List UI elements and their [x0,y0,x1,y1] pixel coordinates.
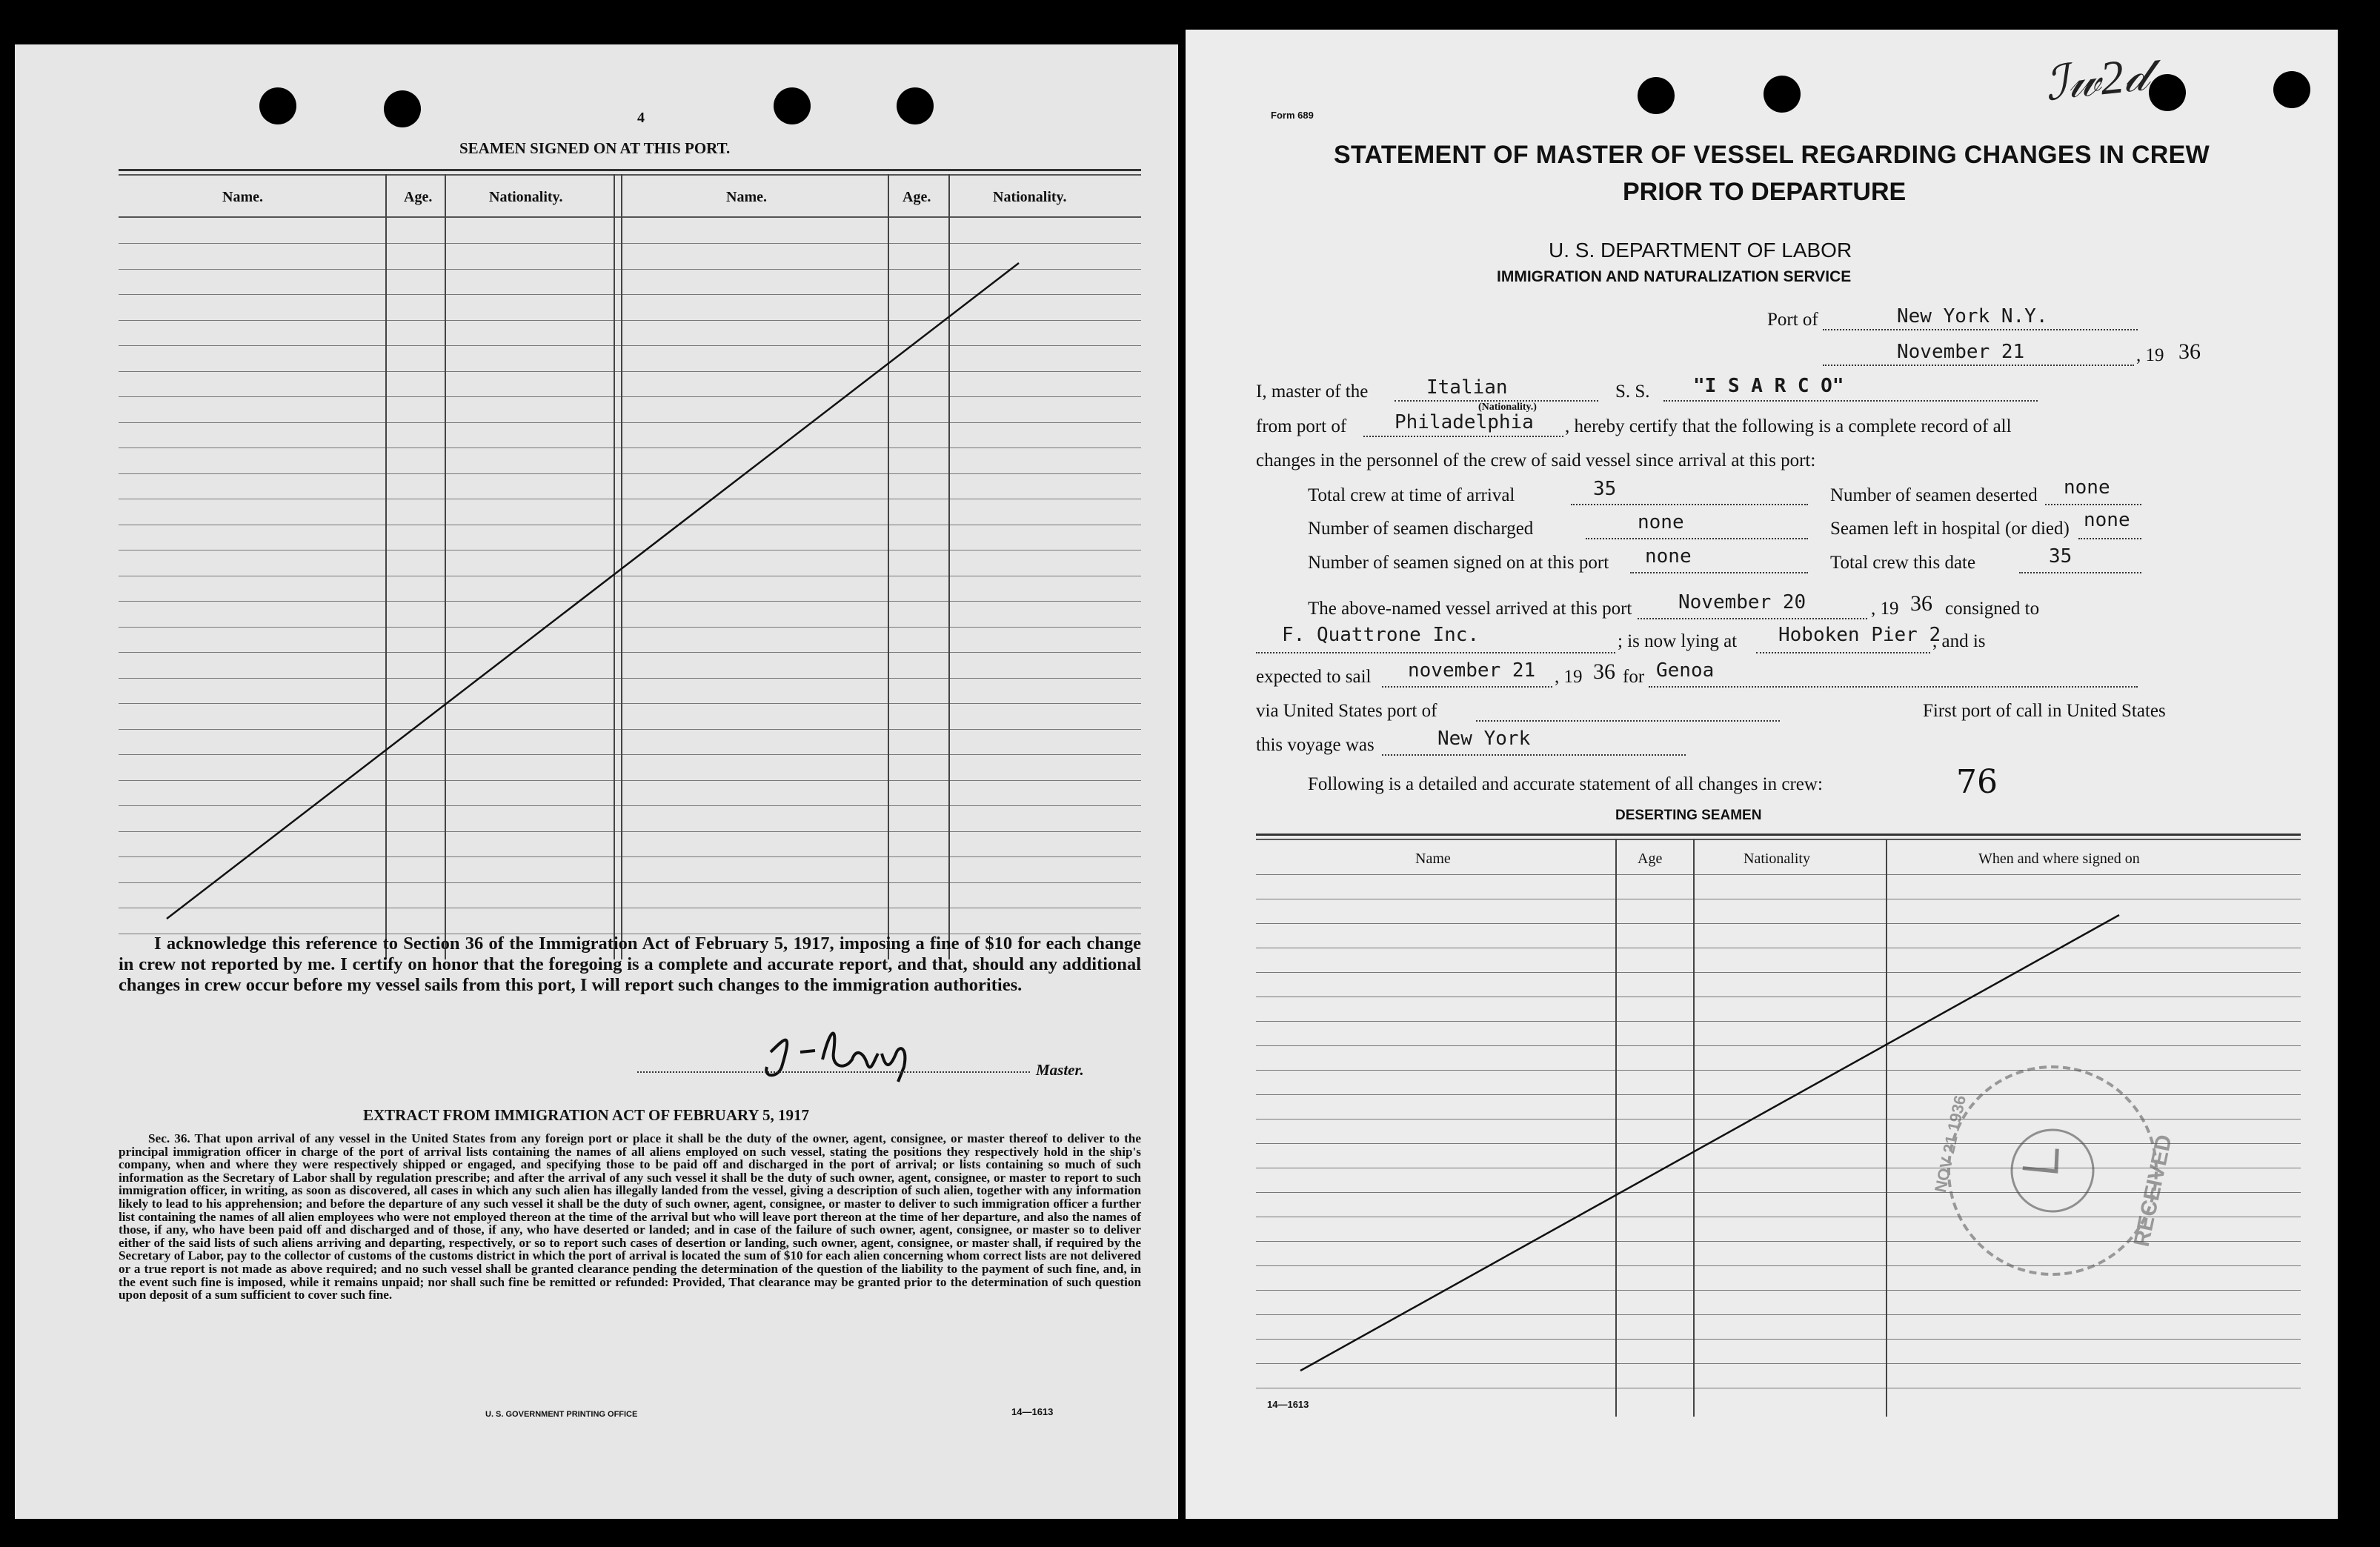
left-page [15,44,1178,1519]
vessel-value: "I S A R C O" [1693,375,1844,397]
port-value: New York N.Y. [1897,305,2048,327]
extract-title: EXTRACT FROM IMMIGRATION ACT OF FEBRUARY 5, 1917 [363,1106,810,1124]
lying-label: ; is now lying at [1618,631,1738,651]
form-title-2: PRIOR TO DEPARTURE [1623,178,1907,206]
nationality-value: Italian [1426,376,1508,399]
acknowledgement-text: I acknowledge this reference to Section 36 of the Immigration Act of February 5, 1917, imposing a fine of $10 for each change in crew not reported by me. I certify on honor that the foregoing is a complete and accurate report, and that, should any additional changes in crew occur before my vessel sails from this port, I will report such changes to the immigration authorities. [119,934,1141,995]
voyage-value: New York [1437,728,1531,750]
and-is: , and is [1932,631,1986,651]
page-number: 4 [637,110,645,126]
master-signature [741,1008,934,1089]
consignee-value: F. Quattrone Inc. [1282,624,1480,646]
discharged-value: none [1638,511,1684,533]
master-of-label: I, master of the [1256,382,1369,402]
header-name: Name. [222,189,263,205]
ss-label: S. S. [1615,382,1650,402]
deserting-header-signed: When and where signed on [1978,851,2140,867]
sail-value: november 21 [1408,659,1536,682]
total-this-date-label: Total crew this date [1830,553,1976,573]
following-label: Following is a detailed and accurate statement of all changes in crew: [1308,774,1823,794]
master-label: Master. [1036,1061,1084,1079]
deserting-title: DESERTING SEAMEN [1615,808,1762,823]
year-value: 36 [2178,339,2201,364]
service: IMMIGRATION AND NATURALIZATION SERVICE [1497,268,1852,285]
handwritten-number: 76 [1956,763,1998,801]
total-crew-arrival-value: 35 [1593,478,1617,500]
arrived-year-prefix: , 19 [1871,599,1899,619]
nationality-caption: (Nationality.) [1478,402,1537,413]
sail-year: 36 [1593,659,1615,684]
header-name-2: Name. [726,189,767,205]
certify-text: , hereby certify that the following is a complete record of all [1565,416,2012,436]
form-code: 14—1613 [1011,1406,1054,1417]
form-number: Form 689 [1271,110,1314,121]
from-port-label: from port of [1256,416,1347,436]
form-code: 14—1613 [1267,1399,1309,1410]
for-value: Genoa [1656,659,1715,682]
total-this-date-value: 35 [2049,545,2072,568]
deserted-label: Number of seamen deserted [1830,485,2038,505]
header-nationality: Nationality. [489,189,563,205]
stamp-received-text: RECEIVED [2129,1132,2177,1249]
lying-value: Hoboken Pier 2 [1778,624,1941,646]
header-age-2: Age. [903,189,931,205]
deserting-header-age: Age [1638,851,1663,867]
sail-label: expected to sail [1256,667,1372,687]
signed-on-label: Number of seamen signed on at this port [1308,553,1609,573]
arrived-value: November 20 [1678,591,1806,613]
corner-handwriting: ℐ𝓌2𝒹 [2042,47,2151,111]
hospital-label: Seamen left in hospital (or died) [1830,519,2070,539]
strike-line [15,44,1178,1008]
first-port-label: First port of call in United States [1923,701,2166,721]
received-stamp [1903,1021,2201,1320]
right-page [1186,30,2338,1519]
deserted-value: none [2064,476,2110,499]
section-title: SEAMEN SIGNED ON AT THIS PORT. [459,139,731,157]
discharged-label: Number of seamen discharged [1308,519,1534,539]
sail-year-prefix: , 19 [1555,667,1583,687]
signed-on-value: none [1645,545,1692,568]
header-nationality-2: Nationality. [993,189,1067,205]
total-crew-arrival-label: Total crew at time of arrival [1308,485,1515,505]
form-title: STATEMENT OF MASTER OF VESSEL REGARDING CHANGES IN CREW [1334,141,2210,169]
arrived-year: 36 [1910,591,1932,616]
stamp-date-text: NOV 21 1936 [1930,1094,1970,1194]
port-label: Port of [1767,310,1818,330]
year-prefix: , 19 [2136,345,2164,365]
arrived-label: The above-named vessel arrived at this port [1308,599,1632,619]
department: U. S. DEPARTMENT OF LABOR [1549,239,1852,262]
consigned-label: consigned to [1945,599,2040,619]
deserting-header-nationality: Nationality [1744,851,1810,867]
changes-text: changes in the personnel of the crew of said vessel since arrival at this port: [1256,450,1816,470]
header-age: Age. [404,189,433,205]
deserting-header-name: Name [1415,851,1451,867]
voyage-label: this voyage was [1256,735,1375,755]
from-port-value: Philadelphia [1395,411,1534,433]
hospital-value: none [2084,509,2130,531]
extract-text: Sec. 36. That upon arrival of any vessel in the United States from any foreign port or place it shall be the duty of the owner, agent, consignee, or master thereof to deliver to the principal immigration officer in charge of the port of arrival lists containing the names of all aliens employed on such vessel, stating the positions they respectively hold in the ship's company, when and where they were respectively shipped or engaged, and specifying those to be paid off and discharged in the port of arrival; or lists containing so much of such information as the Secretary of Labor shall by regulation prescribe; and after the arrival of any such vessel it shall be the duty of such owner, agent, consignee, or master to report to such immigration officer, in writing, as soon as discovered, all cases in which any such alien has illegally landed from the vessel, giving a description of such alien, together with any information likely to lead to his apprehension; and before the departure of any such vessel it shall be the duty of such owner, agent, consignee, or master to deliver to such immigration officer a further list containing the names of all alien employees who were not employed thereon at the time of the arrival but who will leave port thereon at the time of her departure, and also the names of those, if any, who have been paid off and discharged and of those, if any, who have deserted or landed; and in case of the failure of such owner, agent, consignee, or master so to deliver either of the said lists of such aliens arriving and departing, respectively, or so to report such cases of desertion or landing, such owner, agent, consignee, or master shall, if required by the Secretary of Labor, pay to the collector of customs of the customs district in which the port of arrival is located the sum of $10 for each alien concerning whom correct lists are not delivered or a true report is not made as above required; and no such vessel shall be granted clearance pending the determination of the question of the liability to the payment of such fine, and, in the event such fine is imposed, while it remains unpaid; nor shall such fine be remitted or refunded: Provided, That clearance may be granted prior to the determination of such question upon deposit of a sum sufficient to cover such fine. [119,1131,1141,1303]
printer-credit: U. S. GOVERNMENT PRINTING OFFICE [485,1410,638,1419]
for-label: for [1623,667,1645,687]
date-value: November 21 [1897,341,2025,363]
via-label: via United States port of [1256,701,1437,721]
